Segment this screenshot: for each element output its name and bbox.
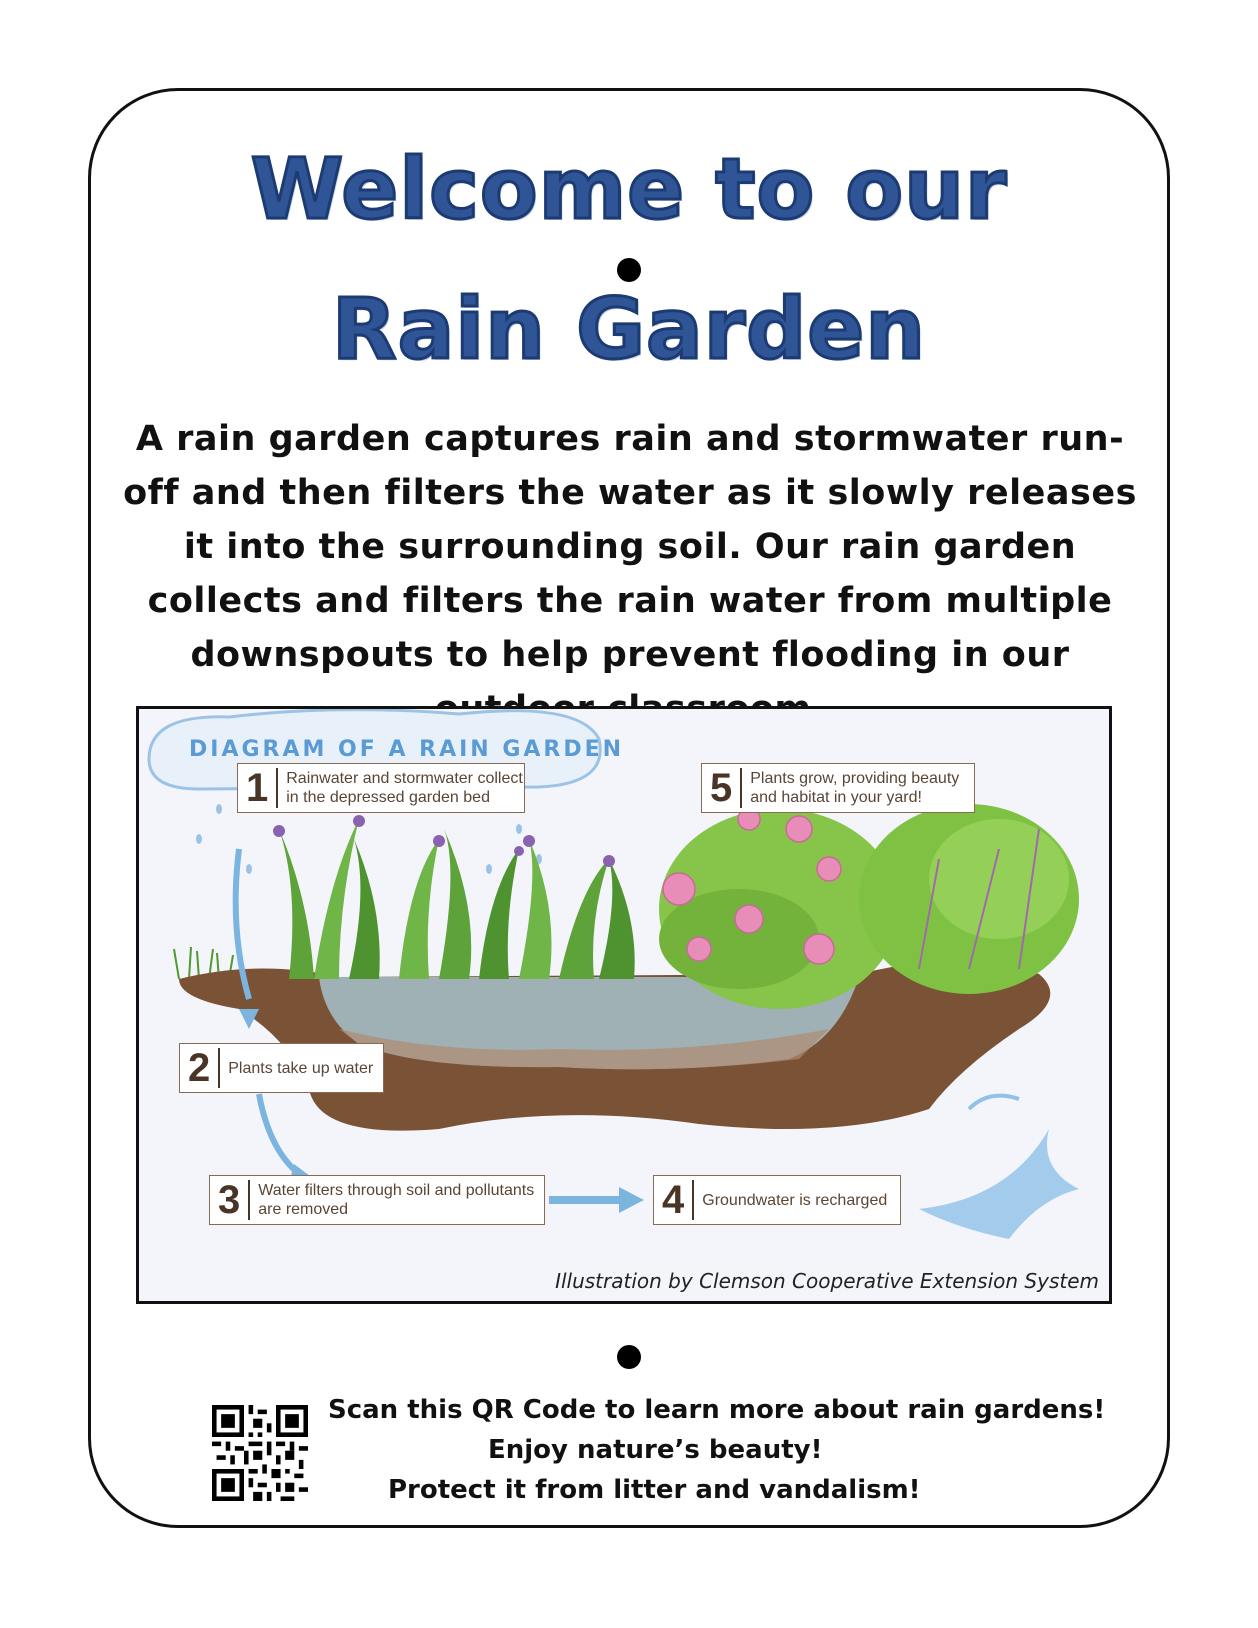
iris-flowers	[273, 815, 615, 867]
illustration-credit: Illustration by Clemson Cooperative Extension System	[555, 1269, 1099, 1293]
step-5-text: Plants grow, providing beauty and habitat in your yard!	[750, 770, 960, 806]
step-4-number: 4	[654, 1180, 694, 1220]
footer-text	[310, 1390, 1110, 1510]
step-2-box	[179, 1043, 384, 1093]
mounting-hole-bottom	[617, 1345, 641, 1369]
step-2-text: Plants take up water	[228, 1059, 374, 1077]
step-4-text: Groundwater is recharged	[702, 1191, 888, 1209]
title-line-2: Rain Garden	[331, 280, 927, 378]
step-5-number: 5	[702, 768, 742, 808]
step-5-box	[701, 763, 975, 813]
rain-garden-diagram	[136, 706, 1112, 1304]
footer-line-1: Scan this QR Code to learn more about rain gardens!	[328, 1395, 1106, 1425]
step-3-text: Water filters through soil and pollutants are removed	[258, 1182, 535, 1218]
iris-plants	[279, 819, 635, 979]
step-3-box	[209, 1175, 545, 1225]
intro-paragraph: A rain garden captures rain and stormwater run-off and then filters the water as it slowly releases it into the surrounding soil. Our rain garden collects and filters the rain water from multiple downspouts to help prevent flooding in our	[123, 419, 1137, 675]
qr-code-icon[interactable]	[212, 1405, 308, 1501]
flow-arrow-2	[259, 1094, 299, 1174]
title-line-1: Welcome to our	[250, 140, 1008, 238]
step-1-number: 1	[238, 768, 278, 808]
flow-arrow-3	[549, 1196, 619, 1204]
step-4-box	[653, 1175, 901, 1225]
step-2-number: 2	[180, 1048, 220, 1088]
water-splash	[919, 1129, 1079, 1239]
footer-line-2: Enjoy nature’s beauty!	[488, 1435, 823, 1465]
footer-line-3: Protect it from litter and vandalism!	[388, 1475, 921, 1505]
step-1-box	[237, 763, 525, 813]
rain-drops	[196, 804, 542, 874]
mounting-hole-top	[617, 258, 641, 282]
diagram-title: DIAGRAM OF A RAIN GARDEN	[189, 737, 625, 762]
step-1-text: Rainwater and stormwater collect in the depressed garden bed	[286, 770, 523, 806]
step-3-number: 3	[210, 1180, 250, 1220]
splash-curl	[969, 1096, 1019, 1109]
flow-arrow-3-head	[619, 1187, 644, 1213]
